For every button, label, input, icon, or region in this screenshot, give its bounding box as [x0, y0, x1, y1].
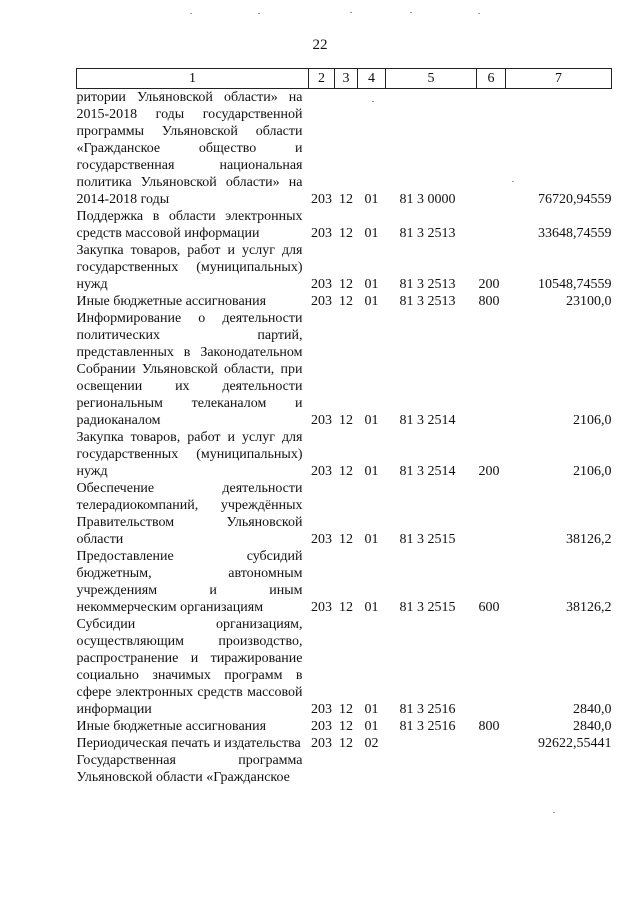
row-cell-c2: 203 — [311, 464, 332, 479]
row-cell-c2: 203 — [311, 532, 332, 547]
row-cell-c6 — [477, 310, 506, 429]
row-cell-c5: 81 3 0000 — [399, 192, 456, 207]
row-cell-c5: 81 3 2513 — [399, 294, 456, 309]
header-col-2: 2 — [309, 69, 335, 89]
row-cell-c3: 12 — [339, 736, 353, 751]
row-cell-c6: 200 — [478, 464, 500, 479]
scan-speck — [258, 13, 260, 14]
row-name-cell: Иные бюджетные ассигнования — [76, 719, 267, 734]
row-cell-c6 — [477, 735, 506, 752]
row-cell-c3: 12 — [339, 294, 353, 309]
row-cell-c4: 01 — [364, 719, 379, 734]
row-cell-c5: 81 3 2516 — [399, 702, 456, 717]
row-cell-c4: 01 — [364, 600, 379, 615]
scan-speck — [410, 12, 412, 13]
row-cell-c6 — [477, 616, 506, 718]
page-number: 22 — [312, 37, 328, 53]
row-name-cell: ритории Ульяновской области» на 2015-2018 годы государственной программы Ульяновской области «Гражданское общество и государственная национальная политика Ульяновской области» на 2014-2018 годы — [76, 90, 303, 207]
scan-speck — [190, 13, 192, 14]
row-cell-c2: 203 — [311, 294, 332, 309]
row-cell-c7: 76720,94559 — [538, 192, 612, 207]
row-cell-c7: 38126,2 — [566, 600, 612, 615]
row-cell-c7: 38126,2 — [566, 532, 612, 547]
row-name-cell: Субсидии организациям, осуществляющим производство, распространение и тиражирование социально значимых программ в сфере электронных средств массовой информации — [76, 617, 303, 717]
row-name-cell: Закупка товаров, работ и услуг для государственных (муниципальных) нужд — [76, 243, 303, 292]
table-body — [77, 89, 612, 787]
row-cell-c3: 12 — [339, 226, 353, 241]
row-cell-c4: 01 — [364, 464, 379, 479]
header-col-7: 7 — [506, 69, 612, 89]
row-name-cell: Закупка товаров, работ и услуг для государственных (муниципальных) нужд — [76, 430, 303, 479]
row-cell-c5 — [386, 752, 477, 786]
row-cell-c7: 2106,0 — [573, 413, 612, 428]
scan-speck — [512, 181, 514, 182]
row-cell-c7: 10548,74559 — [538, 277, 612, 292]
row-cell-c4 — [358, 752, 386, 786]
row-cell-c7: 2106,0 — [573, 464, 612, 479]
row-cell-c2: 203 — [311, 277, 332, 292]
table-row — [77, 752, 612, 786]
row-name-cell: Обеспечение деятельности телерадиокомпаний, учреждённых Правительством Ульяновской области — [76, 481, 303, 547]
header-col-4: 4 — [358, 69, 386, 89]
row-cell-c5: 81 3 2515 — [399, 600, 456, 615]
row-cell-c5: 81 3 2515 — [399, 532, 456, 547]
table-row — [77, 429, 612, 480]
row-name-cell: Иные бюджетные ассигнования — [76, 294, 267, 309]
row-cell-c7: 23100,0 — [566, 294, 612, 309]
table-row — [77, 242, 612, 293]
table-row — [77, 718, 612, 735]
row-cell-c2: 203 — [311, 702, 332, 717]
row-cell-c7: 2840,0 — [573, 719, 612, 734]
row-name-cell: Информирование о деятельности политических партий, представленных в Законодательном Собрании Ульяновской области, при освещении их деятельности региональным телеканалом и радиоканалом — [76, 311, 303, 428]
row-cell-c2: 203 — [311, 719, 332, 734]
row-cell-c4: 01 — [364, 192, 379, 207]
table-row — [77, 735, 612, 752]
row-cell-c6: 800 — [478, 294, 500, 309]
row-cell-c3: 12 — [339, 600, 353, 615]
row-cell-c5: 81 3 2516 — [399, 719, 456, 734]
row-cell-c5: 81 3 2514 — [399, 464, 456, 479]
row-cell-c4: 01 — [364, 226, 379, 241]
table-row — [77, 293, 612, 310]
row-cell-c7: 92622,55441 — [538, 736, 612, 751]
row-cell-c3: 12 — [339, 413, 353, 428]
row-cell-c3: 12 — [339, 192, 353, 207]
row-cell-c4: 01 — [364, 702, 379, 717]
row-cell-c4: 01 — [364, 294, 379, 309]
row-cell-c4: 02 — [364, 736, 379, 751]
scan-speck — [372, 101, 374, 102]
scan-speck — [350, 12, 352, 13]
header-col-1: 1 — [77, 69, 309, 89]
row-cell-c6: 200 — [478, 277, 500, 292]
table-header-row — [77, 69, 612, 89]
table-row — [77, 208, 612, 242]
row-cell-c3: 12 — [339, 277, 353, 292]
header-col-5: 5 — [386, 69, 477, 89]
scan-speck — [478, 13, 480, 14]
scan-speck — [553, 812, 555, 813]
row-cell-c2: 203 — [311, 226, 332, 241]
row-name-cell: Предоставление субсидий бюджетным, автономным учреждениям и иным некоммерческим организациям — [76, 549, 303, 615]
row-cell-c4: 01 — [364, 532, 379, 547]
row-cell-c6 — [477, 208, 506, 242]
table-row — [77, 480, 612, 548]
row-cell-c5: 81 3 2513 — [399, 226, 456, 241]
row-cell-c5 — [386, 735, 477, 752]
row-cell-c2: 203 — [311, 192, 332, 207]
row-cell-c6 — [477, 752, 506, 786]
table-row — [77, 89, 612, 209]
budget-table — [76, 68, 612, 786]
table-row — [77, 548, 612, 616]
row-cell-c3: 12 — [339, 532, 353, 547]
row-cell-c3: 12 — [339, 464, 353, 479]
header-col-3: 3 — [335, 69, 358, 89]
row-cell-c6: 600 — [478, 600, 500, 615]
row-cell-c2: 203 — [311, 413, 332, 428]
row-cell-c6 — [477, 89, 506, 209]
row-cell-c5: 81 3 2514 — [399, 413, 456, 428]
row-cell-c2: 203 — [311, 736, 332, 751]
table-row — [77, 310, 612, 429]
row-cell-c7 — [506, 752, 612, 786]
row-cell-c2: 203 — [311, 600, 332, 615]
row-cell-c3: 12 — [339, 702, 353, 717]
row-cell-c5: 81 3 2513 — [399, 277, 456, 292]
row-name-cell: Поддержка в области электронных средств массовой информации — [76, 209, 303, 241]
row-name-cell: Периодическая печать и издательства — [76, 736, 301, 751]
row-cell-c2 — [309, 752, 335, 786]
row-cell-c6: 800 — [478, 719, 500, 734]
row-name-cell: Государственная программа Ульяновской области «Гражданское — [76, 753, 303, 785]
row-cell-c6 — [477, 480, 506, 548]
row-cell-c3 — [335, 752, 358, 786]
row-cell-c7: 33648,74559 — [538, 226, 612, 241]
table-row — [77, 616, 612, 718]
row-cell-c4: 01 — [364, 413, 379, 428]
header-col-6: 6 — [477, 69, 506, 89]
row-cell-c7: 2840,0 — [573, 702, 612, 717]
row-cell-c3: 12 — [339, 719, 353, 734]
row-cell-c4: 01 — [364, 277, 379, 292]
